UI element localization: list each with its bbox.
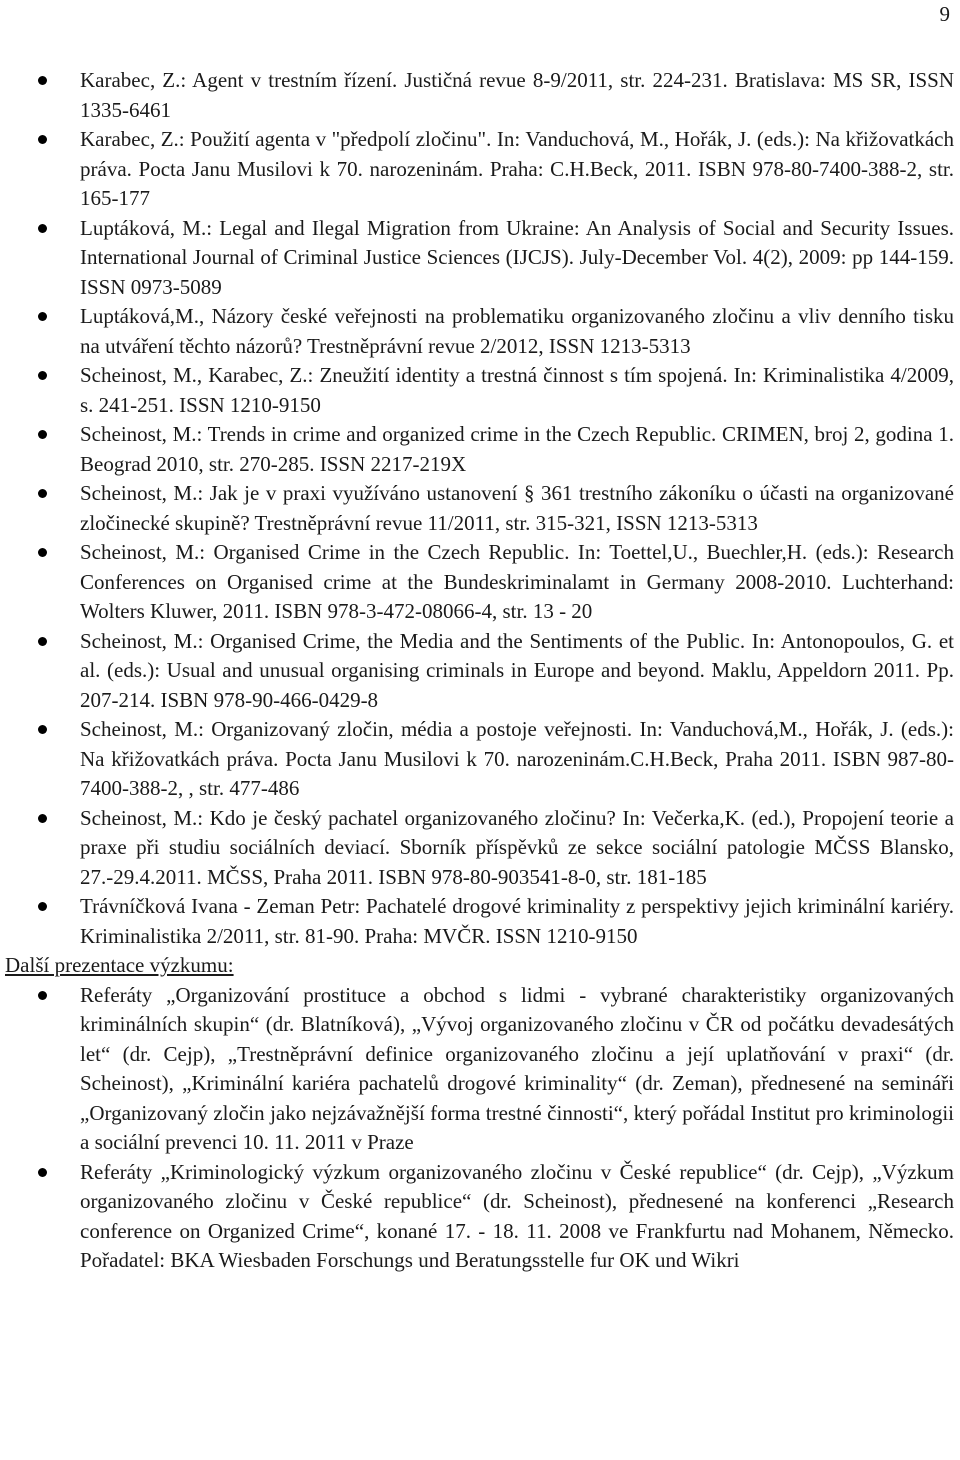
bullet-icon bbox=[38, 725, 47, 734]
list-item-text: Scheinost, M., Karabec, Z.: Zneužití identity a trestná činnost s tím spojená. In: Kriminalistika 4/2009, s. 241-251. ISSN 1210-9150 bbox=[80, 363, 954, 417]
list-item-text: Scheinost, M.: Trends in crime and organized crime in the Czech Republic. CRIMEN, broj 2, godina 1. Beograd 2010, str. 270-285. ISSN 2217-219X bbox=[80, 422, 954, 476]
bullet-icon bbox=[38, 902, 47, 911]
list-item bbox=[0, 981, 956, 1158]
bullet-icon bbox=[38, 76, 47, 85]
list-item bbox=[0, 715, 956, 804]
page-number: 9 bbox=[939, 2, 950, 26]
list-item-text: Referáty „Organizování prostituce a obchod s lidmi - vybrané charakteristiky organizovaných kriminálních skupin“ (dr. Blatníková), „Vývoj organizovaného zločinu v ČR od počátku devadesátých let“ (dr. Cejp), „Trestněprávní definice organizovaného zločinu a její uplatňování v praxi“ (dr. Scheinost), „Kriminální kariéra pachatelů drogové kriminality“ (dr. Zeman), přednesené na semináři „Organizovaný zločin jako nejzávažnější forma trestné činnosti“, který pořádal Institut pro kriminologii a sociální prevenci 10. 11. 2011 v Praze bbox=[80, 982, 954, 1154]
bullet-icon bbox=[38, 1168, 47, 1177]
list-item-text: Karabec, Z.: Použití agenta v "předpolí zločinu". In: Vanduchová, M., Hořák, J. (eds.): Na křižovatkách práva. Pocta Janu Musilovi k 70. narozeninám. Praha: C.H.Beck, 2011. ISBN 978-80-7400-388-2, str. 165-177 bbox=[80, 127, 954, 210]
list-item bbox=[0, 420, 956, 479]
list-item bbox=[0, 125, 956, 214]
list-item-text: Scheinost, M.: Jak je v praxi využíváno ustanovení § 361 trestního zákoníku o účasti na organizované zločinecké skupině? Trestněprávní revue 11/2011, str. 315-321, ISSN 1213-5313 bbox=[80, 481, 954, 535]
list-item-text: Luptáková,M., Názory české veřejnosti na problematiku organizovaného zločinu a vliv denního tisku na utváření těchto názorů? Trestněprávní revue 2/2012, ISSN 1213-5313 bbox=[80, 304, 954, 358]
list-item-text: Scheinost, M.: Organised Crime, the Media and the Sentiments of the Public. In: Antonopoulos, G. et al. (eds.): Usual and unusual organising criminals in Europe and beyond. Maklu, Appeldorn 2011. Pp. 207-214. ISBN 978-90-466-0429-8 bbox=[80, 628, 954, 712]
publication-list bbox=[0, 66, 956, 951]
list-item bbox=[0, 66, 956, 125]
presentation-list bbox=[0, 981, 956, 1276]
bullet-icon bbox=[38, 637, 47, 646]
list-item-text: Scheinost, M.: Kdo je český pachatel organizovaného zločinu? In: Večerka,K. (ed.), Propojení teorie a praxe při studiu sociálních deviací. Sborník příspěvků ze sekce sociální patologie MČSS Blansko, 27.-29.4.2011. MČSS, Praha 2011. ISBN 978-80-903541-8-0, str. 181-185 bbox=[80, 805, 954, 889]
bullet-icon bbox=[38, 489, 47, 498]
bullet-icon bbox=[38, 312, 47, 321]
list-item-text: Trávníčková Ivana - Zeman Petr: Pachatelé drogové kriminality z perspektivy jejich kriminální kariéry. Kriminalistika 2/2011, str. 81-90. Praha: MVČR. ISSN 1210-9150 bbox=[80, 894, 954, 948]
section-heading: Další prezentace výzkumu: bbox=[5, 953, 234, 977]
list-item bbox=[0, 361, 956, 420]
list-item bbox=[0, 892, 956, 951]
list-item bbox=[0, 214, 956, 303]
bullet-icon bbox=[38, 430, 47, 439]
list-item-text: Luptáková, M.: Legal and Ilegal Migration from Ukraine: An Analysis of Social and Security Issues. International Journal of Criminal Justice Sciences (IJCJS). July-December Vol. 4(2), 2009: pp 144-159. ISSN 0973-5089 bbox=[80, 215, 954, 299]
list-item bbox=[0, 479, 956, 538]
page-content bbox=[0, 66, 956, 1276]
bullet-icon bbox=[38, 991, 47, 1000]
list-item bbox=[0, 1158, 956, 1276]
bullet-icon bbox=[38, 135, 47, 144]
bullet-icon bbox=[38, 224, 47, 233]
bullet-icon bbox=[38, 371, 47, 380]
list-item bbox=[0, 302, 956, 361]
bullet-icon bbox=[38, 548, 47, 557]
list-item-text: Referáty „Kriminologický výzkum organizovaného zločinu v České republice“ (dr. Cejp), „Výzkum organizovaného zločinu v České republice“ (dr. Scheinost), přednesené na konferenci „Research conference on Organized Crime“, konané 17. - 18. 11. 2008 ve Frankfurtu nad Mohanem, Německo. Pořadatel: BKA Wiesbaden Forschungs und Beratungsstelle fur OK und Wikri bbox=[80, 1159, 954, 1272]
list-item bbox=[0, 627, 956, 716]
list-item-text: Karabec, Z.: Agent v trestním řízení. Justičná revue 8-9/2011, str. 224-231. Bratislava: MS SR, ISSN 1335-6461 bbox=[80, 68, 954, 122]
list-item bbox=[0, 538, 956, 627]
list-item bbox=[0, 804, 956, 893]
list-item-text: Scheinost, M.: Organizovaný zločin, média a postoje veřejnosti. In: Vanduchová,M., Hořák, J. (eds.): Na křižovatkách práva. Pocta Janu Musilovi k 70. narozeninám.C.H.Beck, Praha 2011. ISBN 987-80-7400-388-2, , str. 477-486 bbox=[80, 717, 954, 800]
list-item-text: Scheinost, M.: Organised Crime in the Czech Republic. In: Toettel,U., Buechler,H. (eds.): Research Conferences on Organised crime at the Bundeskriminalamt in Germany 2008-2010. Luchterhand: Wolters Kluwer, 2011. ISBN 978-3-472-08066-4, str. 13 - 20 bbox=[80, 540, 954, 623]
bullet-icon bbox=[38, 814, 47, 823]
